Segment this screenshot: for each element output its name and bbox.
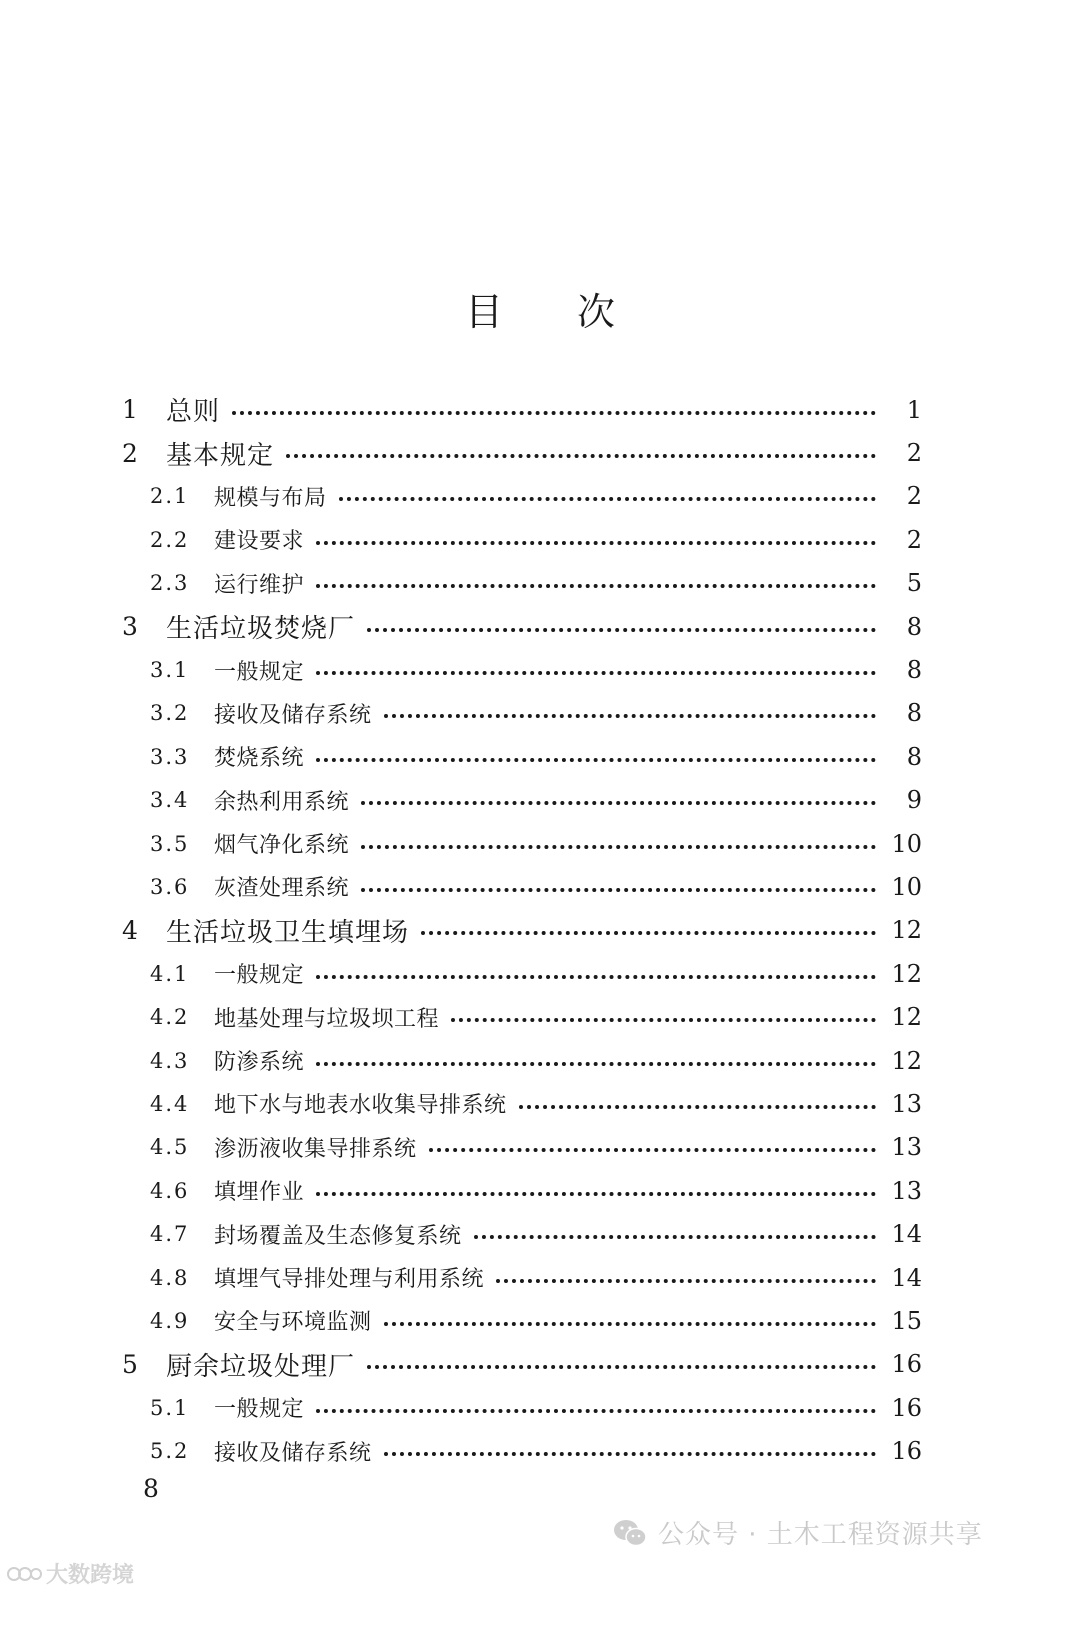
- toc-section-row: [122, 692, 922, 735]
- toc-entry-title: 基本规定: [166, 440, 275, 471]
- toc-entry-number: 2: [122, 438, 138, 468]
- toc-entry-page: 12: [891, 959, 922, 988]
- toc-entry-page: 13: [891, 1176, 922, 1205]
- toc-entry-number: 4.2: [150, 1005, 190, 1030]
- toc-entry-title: 规模与布局: [214, 485, 327, 511]
- toc-dot-leader: [384, 714, 876, 718]
- toc-entry-page: 9: [906, 786, 922, 815]
- toc-entry-number: 4.1: [150, 961, 190, 986]
- toc-entry-number: 4.6: [150, 1178, 190, 1203]
- toc-dot-leader: [367, 628, 876, 632]
- toc-section-row: [122, 1126, 922, 1169]
- toc-dot-leader: [316, 1062, 876, 1066]
- toc-entry-page: 2: [906, 525, 922, 554]
- toc-entry-page: 13: [891, 1133, 922, 1162]
- toc-entry-title: 生活垃圾焚烧厂: [166, 614, 356, 645]
- toc-dot-leader: [339, 497, 876, 501]
- toc-dot-leader: [367, 1365, 876, 1369]
- toc-section-row: [122, 1169, 922, 1212]
- toc-section-row: [122, 822, 922, 865]
- toc-section-row: [122, 779, 922, 822]
- toc-dot-leader: [519, 1105, 876, 1109]
- toc-section-row: [122, 735, 922, 778]
- toc-section-row: [122, 1299, 922, 1342]
- toc-section-row: [122, 518, 922, 561]
- toc-entry-page: 2: [906, 482, 922, 511]
- toc-entry-title: 填埋气导排处理与利用系统: [214, 1267, 485, 1292]
- toc-dot-leader: [496, 1279, 876, 1283]
- toc-entry-number: 2.2: [150, 527, 190, 552]
- toc-dot-leader: [316, 758, 876, 762]
- toc-entry-number: 3.3: [150, 744, 190, 769]
- toc-entry-title: 一般规定: [214, 1397, 305, 1423]
- toc-section-row: [122, 1212, 922, 1255]
- toc-dot-leader: [316, 1409, 876, 1413]
- toc-chapter-row: [122, 388, 922, 431]
- toc-dot-leader: [286, 454, 876, 458]
- toc-section-row: [122, 1386, 922, 1429]
- toc-entry-page: 2: [906, 439, 922, 468]
- toc-entry-title: 余热利用系统: [214, 789, 350, 815]
- toc-dot-leader: [429, 1148, 876, 1152]
- toc-entry-title: 填埋作业: [214, 1180, 305, 1206]
- toc-entry-page: 12: [891, 1003, 922, 1032]
- toc-dot-leader: [384, 1452, 876, 1456]
- page-number: 8: [143, 1474, 159, 1503]
- toc-entry-title: 厨余垃圾处理厂: [166, 1351, 356, 1382]
- toc-section-row: [122, 1082, 922, 1125]
- toc-section-row: [122, 995, 922, 1038]
- toc-entry-title: 一般规定: [214, 963, 305, 989]
- toc-section-row: [122, 475, 922, 518]
- toc-chapter-row: [122, 1343, 922, 1386]
- corner-mark-text: 大数跨境: [46, 1563, 135, 1588]
- toc-entry-page: 5: [906, 569, 922, 598]
- page-title: 目次: [464, 290, 689, 334]
- toc-dot-leader: [316, 584, 876, 588]
- toc-entry-page: 12: [891, 1046, 922, 1075]
- toc-entry-number: 3.5: [150, 831, 190, 856]
- toc-dot-leader: [316, 975, 876, 979]
- toc-entry-title: 生活垃圾卫生填埋场: [166, 917, 410, 948]
- toc-entry-number: 5: [122, 1349, 138, 1379]
- toc-entry-page: 16: [891, 1393, 922, 1422]
- toc-entry-number: 5.1: [150, 1395, 190, 1420]
- toc-section-row: [122, 952, 922, 995]
- toc-dot-leader: [451, 1018, 876, 1022]
- toc-entry-title: 地下水与地表水收集导排系统: [214, 1093, 507, 1119]
- toc-entry-title: 焚烧系统: [214, 746, 305, 772]
- toc-dot-leader: [361, 801, 876, 805]
- toc-entry-page: 12: [891, 916, 922, 945]
- toc-entry-number: 3.2: [150, 701, 190, 726]
- logo-icon: [6, 1561, 42, 1587]
- toc-entry-page: 1: [906, 395, 922, 424]
- toc-entry-number: 3: [122, 612, 138, 642]
- toc-entry-number: 3.6: [150, 874, 190, 899]
- toc-dot-leader: [316, 671, 876, 675]
- toc-entry-number: 1: [122, 395, 138, 425]
- toc-entry-number: 4.8: [150, 1265, 190, 1290]
- watermark-text: 公众号 · 土木工程资源共享: [658, 1520, 983, 1550]
- corner-mark: [6, 1558, 134, 1589]
- toc-entry-number: 4.5: [150, 1135, 190, 1160]
- toc-entry-number: 4.4: [150, 1091, 190, 1116]
- toc-entry-title: 接收及储存系统: [214, 702, 372, 728]
- toc-section-row: [122, 1256, 922, 1299]
- toc-entry-page: 16: [891, 1437, 922, 1466]
- toc-section-row: [122, 1039, 922, 1082]
- toc-entry-number: 4.3: [150, 1048, 190, 1073]
- toc-entry-title: 灰渣处理系统: [214, 876, 350, 902]
- toc-entry-number: 3.4: [150, 788, 190, 813]
- toc-dot-leader: [361, 845, 876, 849]
- toc-entry-page: 14: [891, 1263, 922, 1292]
- wechat-icon: [612, 1518, 648, 1548]
- toc-entry-title: 一般规定: [214, 659, 305, 685]
- toc-section-row: [122, 648, 922, 691]
- toc-dot-leader: [316, 541, 876, 545]
- toc-entry-title: 建设要求: [214, 529, 305, 555]
- toc-entry-title: 地基处理与垃圾坝工程: [214, 1006, 440, 1032]
- toc-dot-leader: [384, 1322, 876, 1326]
- toc-entry-page: 14: [891, 1220, 922, 1249]
- toc-entry-number: 5.2: [150, 1439, 190, 1464]
- toc-dot-leader: [316, 1192, 876, 1196]
- toc-entry-page: 10: [891, 872, 922, 901]
- toc-entry-number: 4.7: [150, 1222, 190, 1247]
- toc-entry-number: 4: [122, 915, 138, 945]
- toc-entry-title: 封场覆盖及生态修复系统: [214, 1223, 462, 1249]
- toc-section-row: [122, 1429, 922, 1472]
- toc-chapter-row: [122, 605, 922, 648]
- toc-entry-page: 8: [906, 656, 922, 685]
- toc-entry-page: 13: [891, 1089, 922, 1118]
- toc-entry-title: 渗沥液收集导排系统: [214, 1136, 417, 1162]
- toc-entry-page: 8: [906, 612, 922, 641]
- toc-dot-leader: [421, 931, 876, 935]
- toc-entry-page: 16: [891, 1350, 922, 1379]
- toc-entry-title: 安全与环境监测: [214, 1310, 372, 1336]
- toc-entry-title: 烟气净化系统: [214, 833, 350, 859]
- toc-entry-page: 15: [891, 1306, 922, 1335]
- toc-chapter-row: [122, 909, 922, 952]
- toc-entry-number: 2.3: [150, 571, 190, 596]
- toc-entry-number: 3.1: [150, 658, 190, 683]
- toc-entry-page: 8: [906, 742, 922, 771]
- toc-entry-title: 运行维护: [214, 572, 305, 598]
- toc-entry-number: 2.1: [150, 484, 190, 509]
- toc-entry-title: 总则: [166, 397, 221, 428]
- toc-dot-leader: [232, 411, 876, 415]
- toc-dot-leader: [474, 1235, 876, 1239]
- toc-entry-title: 防渗系统: [214, 1050, 305, 1076]
- toc-entry-page: 8: [906, 699, 922, 728]
- toc-section-row: [122, 562, 922, 605]
- table-of-contents: [122, 388, 922, 1473]
- toc-chapter-row: [122, 431, 922, 474]
- toc-entry-page: 10: [891, 829, 922, 858]
- toc-dot-leader: [361, 888, 876, 892]
- toc-entry-number: 4.9: [150, 1308, 190, 1333]
- watermark: [612, 1514, 983, 1551]
- toc-section-row: [122, 865, 922, 908]
- toc-entry-title: 接收及储存系统: [214, 1440, 372, 1466]
